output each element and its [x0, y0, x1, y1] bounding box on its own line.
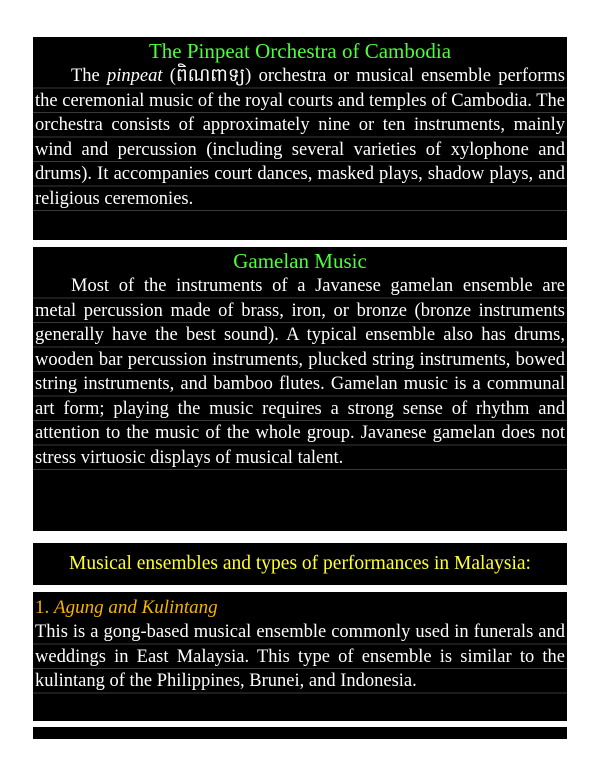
pinpeat-term: pinpeat	[107, 66, 163, 86]
pinpeat-khmer: (ពិណពាទ្យ)	[162, 66, 252, 86]
pinpeat-intro: The	[71, 66, 108, 86]
agung-number: 1.	[35, 597, 54, 618]
pinpeat-paragraph	[33, 64, 567, 211]
pinpeat-title: The Pinpeat Orchestra of Cambodia	[148, 39, 452, 63]
bottom-bar	[33, 727, 567, 739]
agung-paragraph: This is a gong-based musical ensemble commonly used in funerals and weddings in East Malaysia. This type of ensemble is similar to the kulintang of the Philippines, Brunei, and Indonesia.	[33, 620, 567, 694]
malaysia-title: Musical ensembles and types of performances in Malaysia:	[69, 553, 531, 574]
gamelan-section	[33, 247, 567, 531]
pinpeat-body: orchestra or musical ensemble performs the ceremonial music of the royal courts and temples of Cambodia. The orchestra consists of approximately nine or ten instruments, mainly wind and percussion (including several varieties of xylophone and drums). It accompanies court dances, masked plays, shadow plays, and religious ceremonies.	[35, 66, 565, 209]
malaysia-section	[33, 543, 567, 585]
agung-section	[33, 592, 567, 721]
agung-heading	[33, 592, 567, 620]
agung-title: Agung and Kulintang	[54, 597, 218, 618]
gamelan-paragraph: Most of the instruments of a Javanese gamelan ensemble are metal percussion made of brass, iron, or bronze (bronze instruments generally have the best sound). A typical ensemble also has drums, wooden bar percussion instruments, plucked string instruments, bowed string instruments, and bamboo flutes. Gamelan music is a communal art form; playing the music requires a strong sense of rhythm and attention to the music of the whole group. Javanese gamelan does not stress virtuosic displays of musical talent.	[33, 274, 567, 470]
gamelan-title: Gamelan Music	[233, 249, 367, 273]
pinpeat-section	[33, 37, 567, 240]
